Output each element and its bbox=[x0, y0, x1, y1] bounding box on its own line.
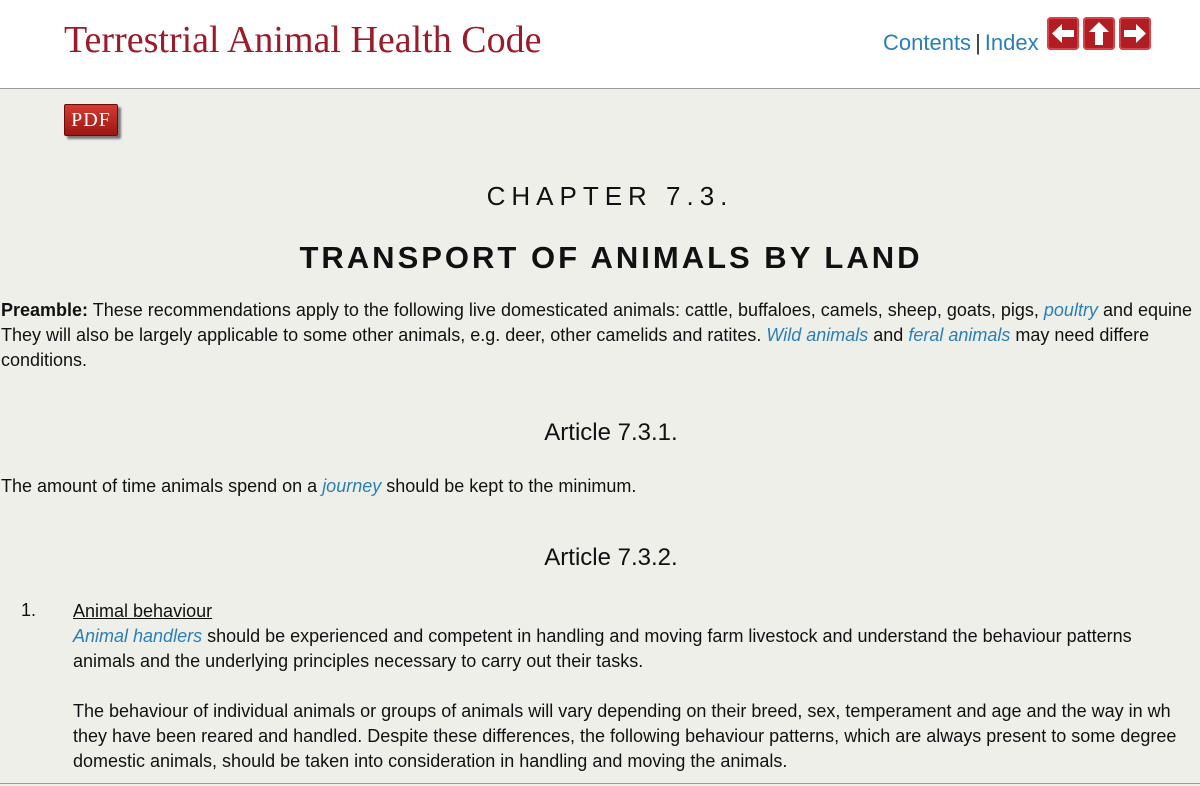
preamble-text: They will also be largely applicable to some other animals, e.g. deer, other camelids and ratites. bbox=[1, 325, 767, 345]
top-nav bbox=[883, 30, 1039, 56]
chapter-number: CHAPTER 7.3. bbox=[486, 181, 734, 211]
behaviour-p2-line-2: they have been reared and handled. Despite these differences, the following behaviour patterns, which are always present to some degree bbox=[73, 726, 1177, 746]
item-title: Animal behaviour bbox=[73, 601, 213, 621]
behaviour-p2-line-3: domestic animals, should be taken into consideration in handling and moving the animals. bbox=[73, 751, 788, 771]
arrow-left-icon bbox=[1051, 21, 1075, 46]
arrow-up-icon bbox=[1087, 21, 1111, 46]
preamble-label: Preamble: bbox=[1, 300, 89, 320]
chapter-title: TRANSPORT OF ANIMALS BY LAND bbox=[299, 240, 923, 275]
index-link[interactable]: Index bbox=[984, 30, 1039, 55]
preamble-text: and equine bbox=[1097, 300, 1193, 320]
preamble-line-2 bbox=[1, 323, 1149, 348]
article-heading-7-3-1: Article 7.3.1. bbox=[544, 419, 678, 446]
preamble-line-1 bbox=[1, 298, 1192, 323]
article-text: The amount of time animals spend on a bbox=[1, 476, 323, 496]
up-button[interactable] bbox=[1083, 17, 1115, 50]
article-heading-7-3-2: Article 7.3.2. bbox=[544, 544, 678, 571]
page-header bbox=[0, 0, 1200, 89]
article-text: should be kept to the minimum. bbox=[381, 476, 637, 496]
next-button[interactable] bbox=[1119, 17, 1151, 50]
pdf-download-icon[interactable]: PDF bbox=[64, 104, 118, 136]
preamble-line-3: conditions. bbox=[1, 350, 88, 370]
contents-link[interactable]: Contents bbox=[883, 30, 972, 55]
journey-link[interactable]: journey bbox=[322, 476, 382, 496]
previous-button[interactable] bbox=[1047, 17, 1079, 50]
site-title: Terrestrial Animal Health Code bbox=[64, 19, 542, 61]
arrow-right-icon bbox=[1123, 21, 1147, 46]
behaviour-p1-line-2: animals and the underlying principles necessary to carry out their tasks. bbox=[73, 651, 644, 671]
nav-separator: | bbox=[975, 30, 981, 55]
animal-handlers-link[interactable]: Animal handlers bbox=[73, 626, 203, 646]
article-7-3-1-text bbox=[1, 474, 636, 499]
feral-animals-link[interactable]: feral animals bbox=[908, 325, 1011, 345]
bottom-divider bbox=[0, 783, 1200, 784]
behaviour-p2-line-1: The behaviour of individual animals or groups of animals will vary depending on their breed, sex, temperament and age and the way in wh bbox=[73, 701, 1171, 721]
paragraph-text: should be experienced and competent in handling and moving farm livestock and understand the behaviour patterns bbox=[202, 626, 1132, 646]
poultry-link[interactable]: poultry bbox=[1043, 300, 1098, 320]
behaviour-p1-line-1 bbox=[73, 624, 1132, 649]
wild-animals-link[interactable]: Wild animals bbox=[766, 325, 869, 345]
preamble-text: may need differe bbox=[1010, 325, 1150, 345]
list-item-number: 1. bbox=[21, 600, 37, 620]
preamble-text: and bbox=[868, 325, 909, 345]
preamble-text: These recommendations apply to the following live domesticated animals: cattle, buffaloes, camels, sheep, goats, pigs, bbox=[88, 300, 1044, 320]
